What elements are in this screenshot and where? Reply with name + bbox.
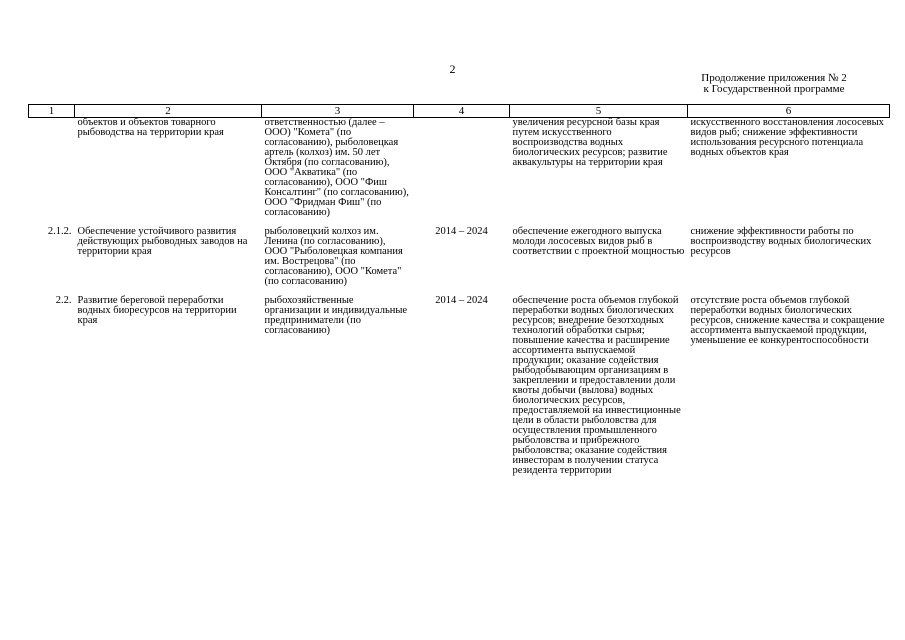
table-row <box>29 227 890 287</box>
table-row <box>29 118 890 219</box>
column-number-5: 5 <box>510 105 688 118</box>
appendix-note-line-1: Продолжение приложения № 2 <box>701 72 847 84</box>
executors-cell: ответственностью (далее – ООО) "Комета" (по согласованию), рыболовецкая артель (колхоз) им. 50 лет Октября (по согласованию), ООО "Акватика" (по согласованию), ООО "Фиш Консалтинг" (по согласованию), ООО "Фридман Фиш" (по согласованию) <box>264 117 409 218</box>
appendix-continuation-note <box>660 73 888 95</box>
column-number-6: 6 <box>688 105 890 118</box>
page-number: 2 <box>449 62 456 76</box>
measure-name-cell: объектов и объектов товарного рыбоводства на территории края <box>77 117 224 138</box>
column-number-1: 1 <box>29 105 75 118</box>
consequences-cell: отсутствие роста объемов глубокой переработки водных биологических ресурсов, снижение качества и сокращение ассортимента выпускаемой продукции, уменьшение ее конкурентоспособности <box>690 295 885 346</box>
expected-result-cell: увеличения ресурсной базы края путем искусственного воспроизводства водных биологических ресурсов; развитие аквакультуры на территории края <box>512 117 668 168</box>
appendix-note-line-2: к Государственной программе <box>703 83 845 95</box>
column-number-2: 2 <box>75 105 262 118</box>
consequences-cell: снижение эффективности работы по воспроизводству водных биологических ресурсов <box>690 226 872 257</box>
program-measures-table <box>28 104 890 476</box>
period-cell <box>414 118 510 219</box>
column-number-row <box>29 105 890 118</box>
consequences-cell: искусственного восстановления лососевых видов рыб; снижение эффективности использования ресурсного потенциала водных объектов края <box>690 117 884 158</box>
expected-result-cell: обеспечение роста объемов глубокой переработки водных биологических ресурсов; внедрение безотходных технологий обработки сырья; повышение качества и расширение ассортимента выпускаемой продукции; оказание содействия рыбодобывающим организациям в закреплении и предоставлении доли квоты добычи (вылова) водных биологических ресурсов, предоставляемой на инвестиционные цели в области рыболовства для осуществления промышленного рыболовства и прибрежного рыболовства; оказание содействия инвесторам в получении статуса резидента территории <box>512 295 681 476</box>
row-number-cell: 2.1.2. <box>47 226 72 237</box>
period-cell: 2014 – 2024 <box>435 295 488 306</box>
row-number-cell: 2.2. <box>55 295 72 306</box>
executors-cell: рыбохозяйственные организации и индивидуальные предприниматели (по согласованию) <box>264 295 408 336</box>
table-row <box>29 296 890 476</box>
column-number-4: 4 <box>414 105 510 118</box>
expected-result-cell: обеспечение ежегодного выпуска молоди лососевых видов рыб в соответствии с проектной мощностью <box>512 226 685 257</box>
column-number-3: 3 <box>262 105 414 118</box>
period-cell: 2014 – 2024 <box>435 226 488 237</box>
executors-cell: рыболовецкий колхоз им. Ленина (по согласованию), ООО "Рыболовецкая компания им. Вострецова" (по согласованию), ООО "Комета" (по согласованию) <box>264 226 403 287</box>
row-number-cell <box>29 118 75 219</box>
measure-name-cell: Развитие береговой переработки водных биоресурсов на территории края <box>77 295 237 326</box>
measure-name-cell: Обеспечение устойчивого развития действующих рыбоводных заводов на территории края <box>77 226 248 257</box>
